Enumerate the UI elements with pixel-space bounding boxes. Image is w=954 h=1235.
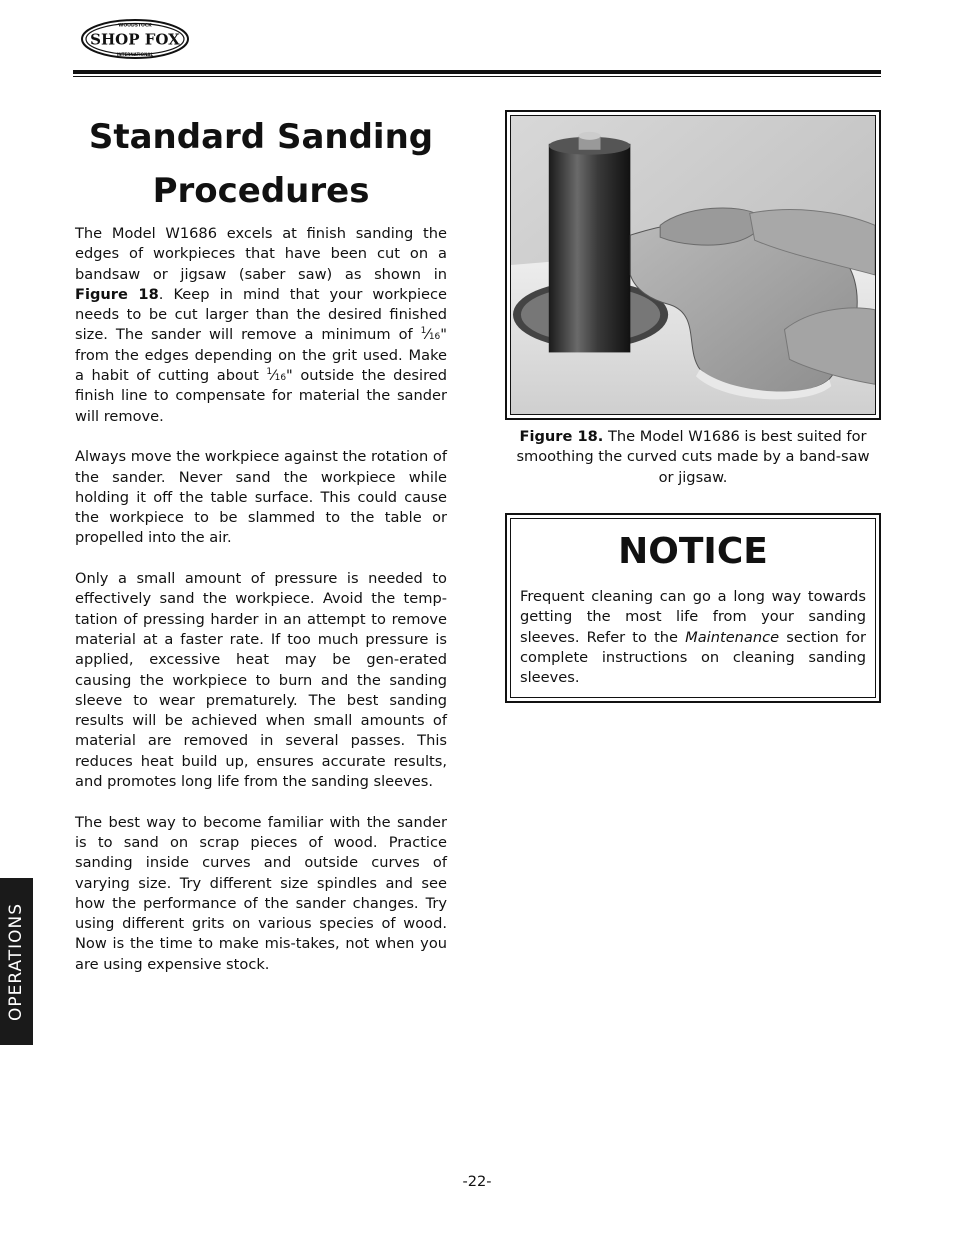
caption-text: The Model W1686 is best suited for smoothing the curved cuts made by a band-saw or jigsaw. xyxy=(516,428,870,486)
page-title xyxy=(75,110,447,218)
logo-arc-bottom: INTERNATIONAL xyxy=(116,52,154,57)
figure-reference: Figure 18 xyxy=(75,285,159,303)
fraction-slash: ⁄ xyxy=(272,367,275,385)
logo-text: SHOP FOX xyxy=(90,30,180,49)
notice-text-a: Frequent cleaning can go a long way towards getting the most life from your sanding sleeves. Refer to the xyxy=(520,588,866,646)
notice-inner xyxy=(510,518,876,698)
fraction-denominator: 16 xyxy=(428,332,441,343)
paragraph-4: The best way to become familiar with the sander is to sand on scrap pieces of wood. Practice sanding inside curves and outside curves of varying size. Try different size spindles and see how the performance of the sander changes. Try using different grits on various species of wood. Now is the time to make mis-takes, not when you are using expensive stock. xyxy=(75,813,447,973)
paragraph-3: Only a small amount of pressure is needed to effectively sand the workpiece. Avoid the temp-tation of pressing harder in an attempt to remove material at a faster rate. If too much pressure is applied, excessive heat may be gen-erated causing the workpiece to burn and the sanding sleeve to wear prematurely. The best sanding results will be achieved when small amounts of material are removed in several passes. This reduces heat build up, ensures accurate results, and promotes long life from the sanding sleeves. xyxy=(75,570,447,791)
header-rule xyxy=(73,70,881,74)
paragraph-2: Always move the workpiece against the rotation of the sander. Never sand the workpiece while holding it off the table surface. This could cause the workpiece to be slammed to the table or propelled into the air. xyxy=(75,448,447,547)
p1-text-b: . Keep in mind that your workpiece needs to be cut larger than the desired finished size. The sander will remove a minimum of xyxy=(75,285,447,344)
fraction-slash: ⁄ xyxy=(426,326,429,344)
figure-18-caption xyxy=(510,427,876,488)
page-number: -22- xyxy=(462,1173,492,1190)
title-line-1: Standard Sanding xyxy=(88,117,434,157)
fraction-numerator: 1 xyxy=(266,367,273,378)
fraction-numerator: 1 xyxy=(420,326,427,337)
notice-text xyxy=(520,587,866,688)
side-tab-label: OPERATIONS xyxy=(6,902,26,1022)
notice-text-b: section for complete instructions on cleaning sanding sleeves. xyxy=(520,628,866,687)
figure-18-frame xyxy=(505,110,881,420)
shop-fox-logo xyxy=(80,18,190,60)
p1-text-c: " from the edges depending on the grit used. Make a habit of cutting about xyxy=(75,326,447,385)
main-column xyxy=(75,110,447,995)
header-rule-thin xyxy=(73,76,881,77)
title-line-2: Procedures xyxy=(152,171,370,211)
section-side-tab xyxy=(0,878,33,1045)
figure-18-photo xyxy=(510,115,876,415)
fraction-denominator: 16 xyxy=(274,373,287,384)
notice-maintenance-ref: Maintenance xyxy=(685,628,780,646)
notice-title: NOTICE xyxy=(618,531,768,572)
p1-text-d: " outside the desired finish line to compensate for material the sander will remove. xyxy=(75,367,448,425)
notice-box xyxy=(505,513,881,703)
body-text xyxy=(75,224,447,975)
p1-text-a: The Model W1686 excels at finish sanding the edges of workpieces that have been cut on a bandsaw or jigsaw (saber saw) as shown in xyxy=(75,225,447,283)
caption-label: Figure 18. xyxy=(519,428,604,445)
logo-arc-top: WOODSTOCK xyxy=(118,23,152,29)
paragraph-1 xyxy=(75,224,447,427)
